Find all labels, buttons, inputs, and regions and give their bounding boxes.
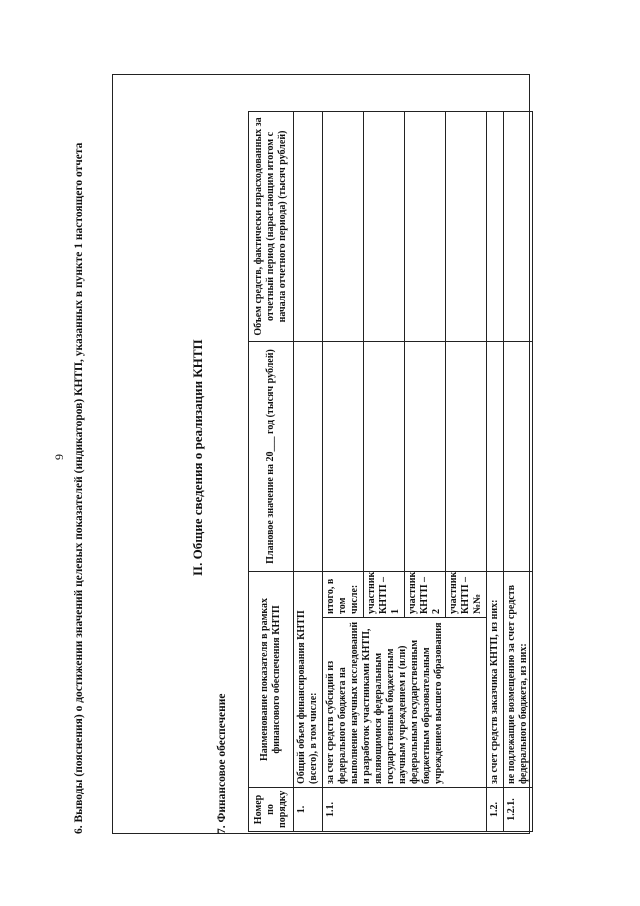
- table-header-row: [249, 111, 294, 831]
- cell-plan: [323, 341, 364, 571]
- header-plan: Плановое значение на 20___ год (тысяч рублей): [249, 341, 294, 571]
- cell-fact: [446, 111, 487, 341]
- cell-plan: [446, 341, 487, 571]
- cell-plan: [405, 341, 446, 571]
- cell-fact: [294, 111, 323, 341]
- row-num: 1.2.: [487, 788, 504, 832]
- header-num: Номер по порядку: [249, 788, 294, 832]
- row-num: 1.2.1.: [504, 788, 533, 832]
- section-6-heading: 6. Выводы (пояснения) о достижении значений целевых показателей (индикаторов) КНТП, указанных в пункте 1 настоящего отчета: [73, 142, 85, 834]
- financing-table: [248, 111, 533, 832]
- row-num: 1.1.: [323, 788, 487, 832]
- cell-fact: [487, 111, 504, 341]
- section-7-heading: 7. Финансовое обеспечение: [216, 693, 228, 834]
- row-name: Общий объем финансирования КНТП (всего), в том числе:: [294, 571, 323, 787]
- row-name: за счет средств заказчика КНТП, из них:: [487, 571, 504, 787]
- page-number: 9: [52, 454, 66, 460]
- cell-fact: [364, 111, 405, 341]
- cell-plan: [294, 341, 323, 571]
- cell-fact: [405, 111, 446, 341]
- cell-plan: [487, 341, 504, 571]
- cell-fact: [504, 111, 533, 341]
- sub-row-label: участник КНТП – 1: [364, 571, 405, 617]
- row-num: 1.: [294, 788, 323, 832]
- table-row: [323, 111, 364, 831]
- table-row: [294, 111, 323, 831]
- cell-fact: [323, 111, 364, 341]
- row-name: не подлежащие возмещению за счет средств федерального бюджета, из них:: [504, 571, 533, 787]
- cell-plan: [504, 341, 533, 571]
- sub-row-label: участник КНТП – 2: [405, 571, 446, 617]
- sub-row-label: итого, в том числе:: [323, 571, 364, 617]
- header-fact: Объем средств, фактически израсходованных за отчетный период (нарастающим итогом с начала отчетного периода) (тысяч рублей): [249, 111, 294, 341]
- table-row: [504, 111, 533, 831]
- header-name: Наименование показателя в рамках финансового обеспечения КНТП: [249, 571, 294, 787]
- cell-plan: [364, 341, 405, 571]
- part-2-title: II. Общие сведения о реализации КНТП: [190, 339, 205, 576]
- sub-row-label: участник КНТП – №№: [446, 571, 487, 617]
- table-row: [487, 111, 504, 831]
- row-name: за счет средств субсидий из федерального бюджета на выполнение научных исследований и разработок участниками КНТП, являющимися федеральным государственным бюджетным научным учреждением и (или) федеральным государственным бюджетным образовательным учреждением высшего образования: [323, 618, 487, 788]
